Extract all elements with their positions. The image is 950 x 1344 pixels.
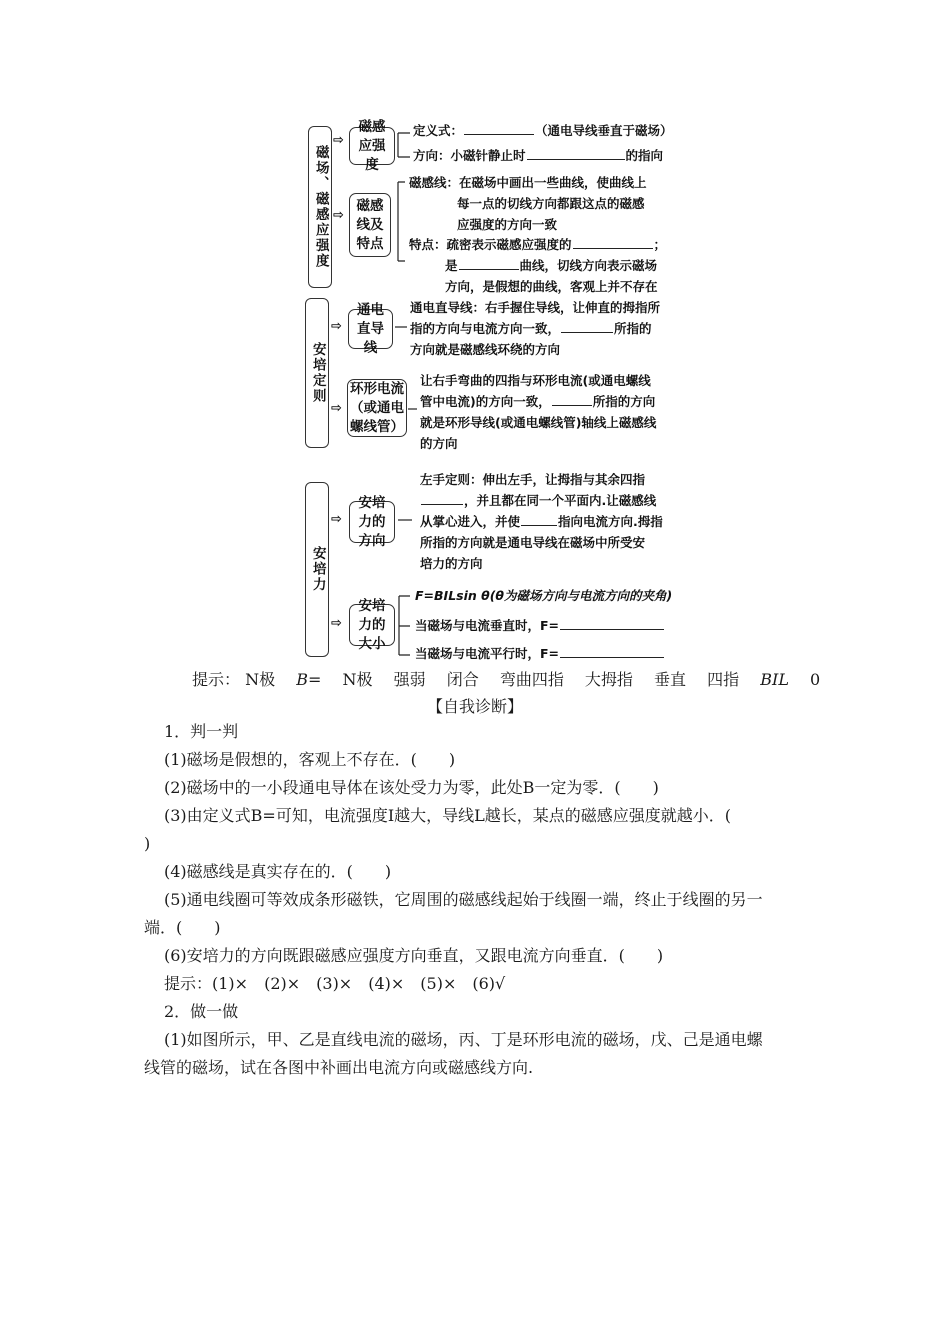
q1-item: (4)磁感线是真实存在的．( ) (164, 862, 392, 881)
leaf-text: 方向，是假想的曲线，客观上并不存在 (445, 279, 658, 294)
node-label: 安培力的大小 (358, 597, 386, 652)
mindmap-node-field-lines (349, 193, 391, 257)
mindmap-group-ampere-force (305, 482, 329, 657)
leaf-text: 管中电流)的方向一致， (420, 394, 551, 409)
node-label: 通电直导线 (357, 301, 384, 356)
q1-item: (6)安培力的方向既跟磁感应强度方向垂直，又跟电流方向垂直．( ) (164, 946, 664, 965)
leaf-text: 让右手弯曲的四指与环形电流(或通电螺线 (420, 373, 651, 388)
leaf-text: F=BILsin θ(θ为磁场方向与电流方向的夹角) (415, 588, 673, 603)
leaf-text: 指的方向与电流方向一致， (410, 321, 561, 336)
hint-item: 强弱 (393, 670, 426, 689)
answer-blank (521, 512, 557, 526)
leaf-text: 所指的方向就是通电导线在磁场中所受安 (420, 535, 646, 550)
mindmap-node-magnetic-induction (349, 118, 395, 173)
hint-item: 闭合 (446, 670, 479, 689)
leaf-text: 当磁场与电流垂直时，F= (415, 618, 560, 633)
leaf-text: 曲线，切线方向表示磁场 (519, 258, 658, 273)
leaf-loop-current-rule (420, 370, 656, 454)
leaf-straight-wire-rule (410, 297, 660, 360)
leaf-force-perpendicular (415, 615, 665, 636)
q2-title: 2．做一做 (164, 1002, 239, 1021)
q1-title: 1．判一判 (164, 722, 239, 741)
leaf-text: 就是环形导线(或通电螺线管)轴线上磁感线 (420, 415, 657, 430)
node-label: 环形电流（或通电螺线管） (350, 380, 404, 435)
node-label: 磁感应强度 (358, 118, 386, 173)
q1-item: (3)由定义式B=可知，电流强度I越大，导线L越长，某点的磁感应强度就越小．( (164, 806, 732, 825)
leaf-text: ，并且都在同一个平面内.让磁感线 (464, 493, 657, 508)
answer-blank (421, 491, 463, 505)
q1-item-wrap: 端．( ) (144, 918, 221, 937)
q2-text-wrap: 线管的磁场，试在各图中补画出电流方向或磁感线方向. (144, 1058, 534, 1077)
leaf-text: 的方向 (420, 436, 458, 451)
leaf-direction (413, 145, 663, 166)
leaf-text: 从掌心进入，并使 (420, 514, 521, 529)
mindmap-group-label: 安培定则 (309, 342, 326, 404)
answer-blank (552, 392, 592, 406)
leaf-definition (413, 120, 673, 141)
section-title: 【自我诊断】 (426, 697, 523, 716)
leaf-text: 磁感线：在磁场中画出一些曲线，使曲线上 (409, 175, 647, 190)
mindmap-node-loop-current (347, 379, 407, 437)
leaf-left-hand-rule (420, 469, 663, 574)
hint-item: N极 (245, 670, 276, 689)
q1-item: (2)磁场中的一小段通电导体在该处受力为零，此处B一定为零．( ) (164, 778, 659, 797)
hint-item: N极 (342, 670, 373, 689)
answer-blank (459, 256, 519, 270)
answer-blank (527, 146, 625, 160)
leaf-text: 每一点的切线方向都跟这点的磁感 (457, 196, 645, 211)
leaf-text: 应强度的方向一致 (457, 217, 558, 232)
answer-blank (560, 644, 664, 658)
arrow-icon: ⇨ (331, 319, 342, 334)
hint-label: 提示： (192, 670, 241, 689)
hint-item: BIL (760, 670, 789, 689)
arrow-icon: ⇨ (331, 616, 342, 631)
node-label: 磁感线及特点 (356, 197, 384, 252)
leaf-text: 特点：疏密表示磁感应强度的 (409, 237, 572, 252)
mindmap-node-straight-wire (348, 301, 393, 356)
q1-item-wrap: ) (144, 834, 151, 853)
leaf-field-line-features (409, 234, 666, 297)
arrow-icon: ⇨ (333, 208, 344, 223)
leaf-text: 方向就是磁感线环绕的方向 (410, 342, 561, 357)
arrow-icon: ⇨ (333, 133, 344, 148)
leaf-text: 方向：小磁针静止时 (413, 148, 526, 163)
mindmap-group-magnetic-field (308, 126, 332, 288)
leaf-text: （通电导线垂直于磁场） (535, 123, 673, 138)
leaf-text: 定义式： (413, 123, 464, 138)
mindmap-group-label: 磁场、磁感应强度 (312, 145, 329, 269)
q1-item: (5)通电线圈可等效成条形磁铁，它周围的磁感线起始于线圈一端，终止于线圈的另一 (164, 890, 763, 909)
leaf-force-formula (415, 585, 672, 606)
q1-answer: 提示：(1)× (2)× (3)× (4)× (5)× (6)√ (164, 974, 506, 993)
mindmap-group-label: 安培力 (309, 546, 326, 593)
arrow-icon: ⇨ (331, 512, 342, 527)
leaf-text: 所指的 (614, 321, 652, 336)
leaf-text: 培力的方向 (420, 556, 483, 571)
hint-item: 0 (810, 670, 821, 689)
answer-blank (573, 235, 653, 249)
leaf-text: 当磁场与电流平行时，F= (415, 646, 560, 661)
node-label: 安培力的方向 (358, 494, 386, 549)
mindmap-group-ampere-rule (305, 298, 329, 448)
leaf-text: 通电直导线：右手握住导线，让伸直的拇指所 (410, 300, 661, 315)
hint-item: 弯曲四指 (499, 670, 564, 689)
leaf-text: 所指的方向 (592, 394, 656, 409)
mindmap-node-force-direction (349, 494, 395, 549)
leaf-text: ； (653, 237, 667, 252)
q2-text: (1)如图所示，甲、乙是直线电流的磁场，丙、丁是环形电流的磁场，戊、己是通电螺 (164, 1030, 763, 1049)
leaf-force-parallel (415, 643, 665, 664)
leaf-text: 是 (445, 258, 458, 273)
hint-item: 垂直 (654, 670, 687, 689)
answer-blank (560, 616, 664, 630)
hint-item: 大拇指 (584, 670, 633, 689)
q1-item: (1)磁场是假想的，客观上不存在．( ) (164, 750, 456, 769)
leaf-field-line-def (409, 172, 647, 235)
leaf-text: 的指向 (625, 148, 664, 163)
leaf-text: 左手定则：伸出左手，让拇指与其余四指 (420, 472, 646, 487)
hint-item: B= (296, 670, 322, 689)
hint-item: 四指 (707, 670, 740, 689)
answer-blank (561, 319, 613, 333)
arrow-icon: ⇨ (331, 401, 342, 416)
hint-answers (192, 667, 836, 690)
answer-blank (464, 121, 534, 135)
leaf-text: 指向电流方向.拇指 (558, 514, 663, 529)
mindmap-node-force-magnitude (349, 597, 395, 652)
